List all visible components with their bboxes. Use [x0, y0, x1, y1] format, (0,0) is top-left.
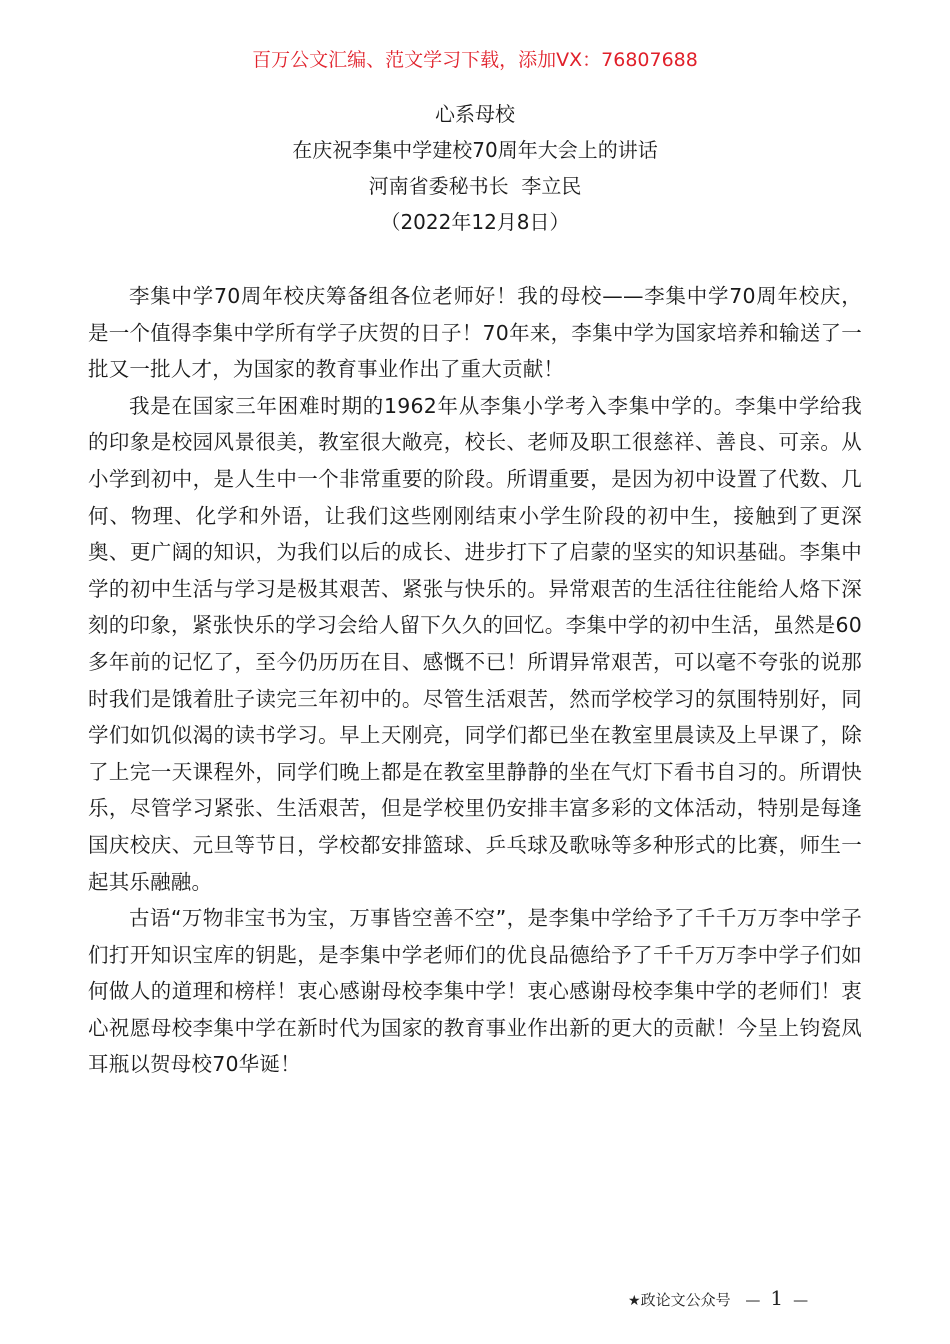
page-number: 1	[770, 1286, 784, 1310]
dash-left: —	[745, 1291, 761, 1309]
document-subtitle: 在庆祝李集中学建校70周年大会上的讲话	[292, 138, 658, 162]
star-icon: ★	[628, 1293, 641, 1309]
document-title: 心系母校	[435, 102, 515, 126]
footer-source: 政论文公众号	[640, 1291, 731, 1309]
paragraph: 李集中学70周年校庆筹备组各位老师好！我的母校——李集中学70周年校庆，是一个值得李集中学所有学子庆贺的日子！70年来，李集中学为国家培养和输送了一批又一批人才，为国家的教育事业作出了重大贡献！	[88, 284, 862, 382]
author-line: 河南省委秘书长 李立民	[368, 174, 582, 198]
paragraph: 古语“万物非宝书为宝，万事皆空善不空”，是李集中学给予了千千万万李中学子们打开知识宝库的钥匙，是李集中学老师们的优良品德给予了千千万万李中学子们如何做人的道理和榜样！衷心感谢母校李集中学！衷心感谢母校李集中学的老师们！衷心祝愿母校李集中学在新时代为国家的教育事业作出新的更大的贡献！今呈上钧瓷凤耳瓶以贺母校70华诞！	[88, 906, 862, 1077]
document-body	[88, 278, 862, 1083]
date-line: （2022年12月8日）	[380, 210, 570, 234]
paragraph: 我是在国家三年困难时期的1962年从李集小学考入李集中学的。李集中学给我的印象是校园风景很美，教室很大敞亮，校长、老师及职工很慈祥、善良、可亲。从小学到初中，是人生中一个非常重要的阶段。所谓重要，是因为初中设置了代数、几何、物理、化学和外语，让我们这些刚刚结束小学生阶段的初中生，接触到了更深奥、更广阔的知识，为我们以后的成长、进步打下了启蒙的坚实的知识基础。李集中学的初中生活与学习是极其艰苦、紧张与快乐的。异常艰苦的生活往往能给人烙下深刻的印象，紧张快乐的学习会给人留下久久的回忆。李集中学的初中生活，虽然是60多年前的记忆了，至今仍历历在目、感慨不已！所谓异常艰苦，可以毫不夸张的说那时我们是饿着肚子读完三年初中的。尽管生活艰苦，然而学校学习的氛围特别好，同学们如饥似渴的读书学习。早上天刚亮，同学们都已坐在教室里晨读及上早课了，除了上完一天课程外，同学们晚上都是在教室里静静的坐在气灯下看书自习的。所谓快乐，尽管学习紧张、生活艰苦，但是学校里仍安排丰富多彩的文体活动，特别是每逢国庆校庆、元旦等节日，学校都安排篮球、乒乓球及歌咏等多种形式的比赛，师生一起其乐融融。	[88, 393, 862, 894]
title-block	[0, 96, 950, 240]
promo-banner: 百万公文汇编、范文学习下载，添加VX：76807688	[252, 49, 698, 71]
dash-right: —	[793, 1291, 809, 1309]
page-footer	[628, 1286, 808, 1313]
